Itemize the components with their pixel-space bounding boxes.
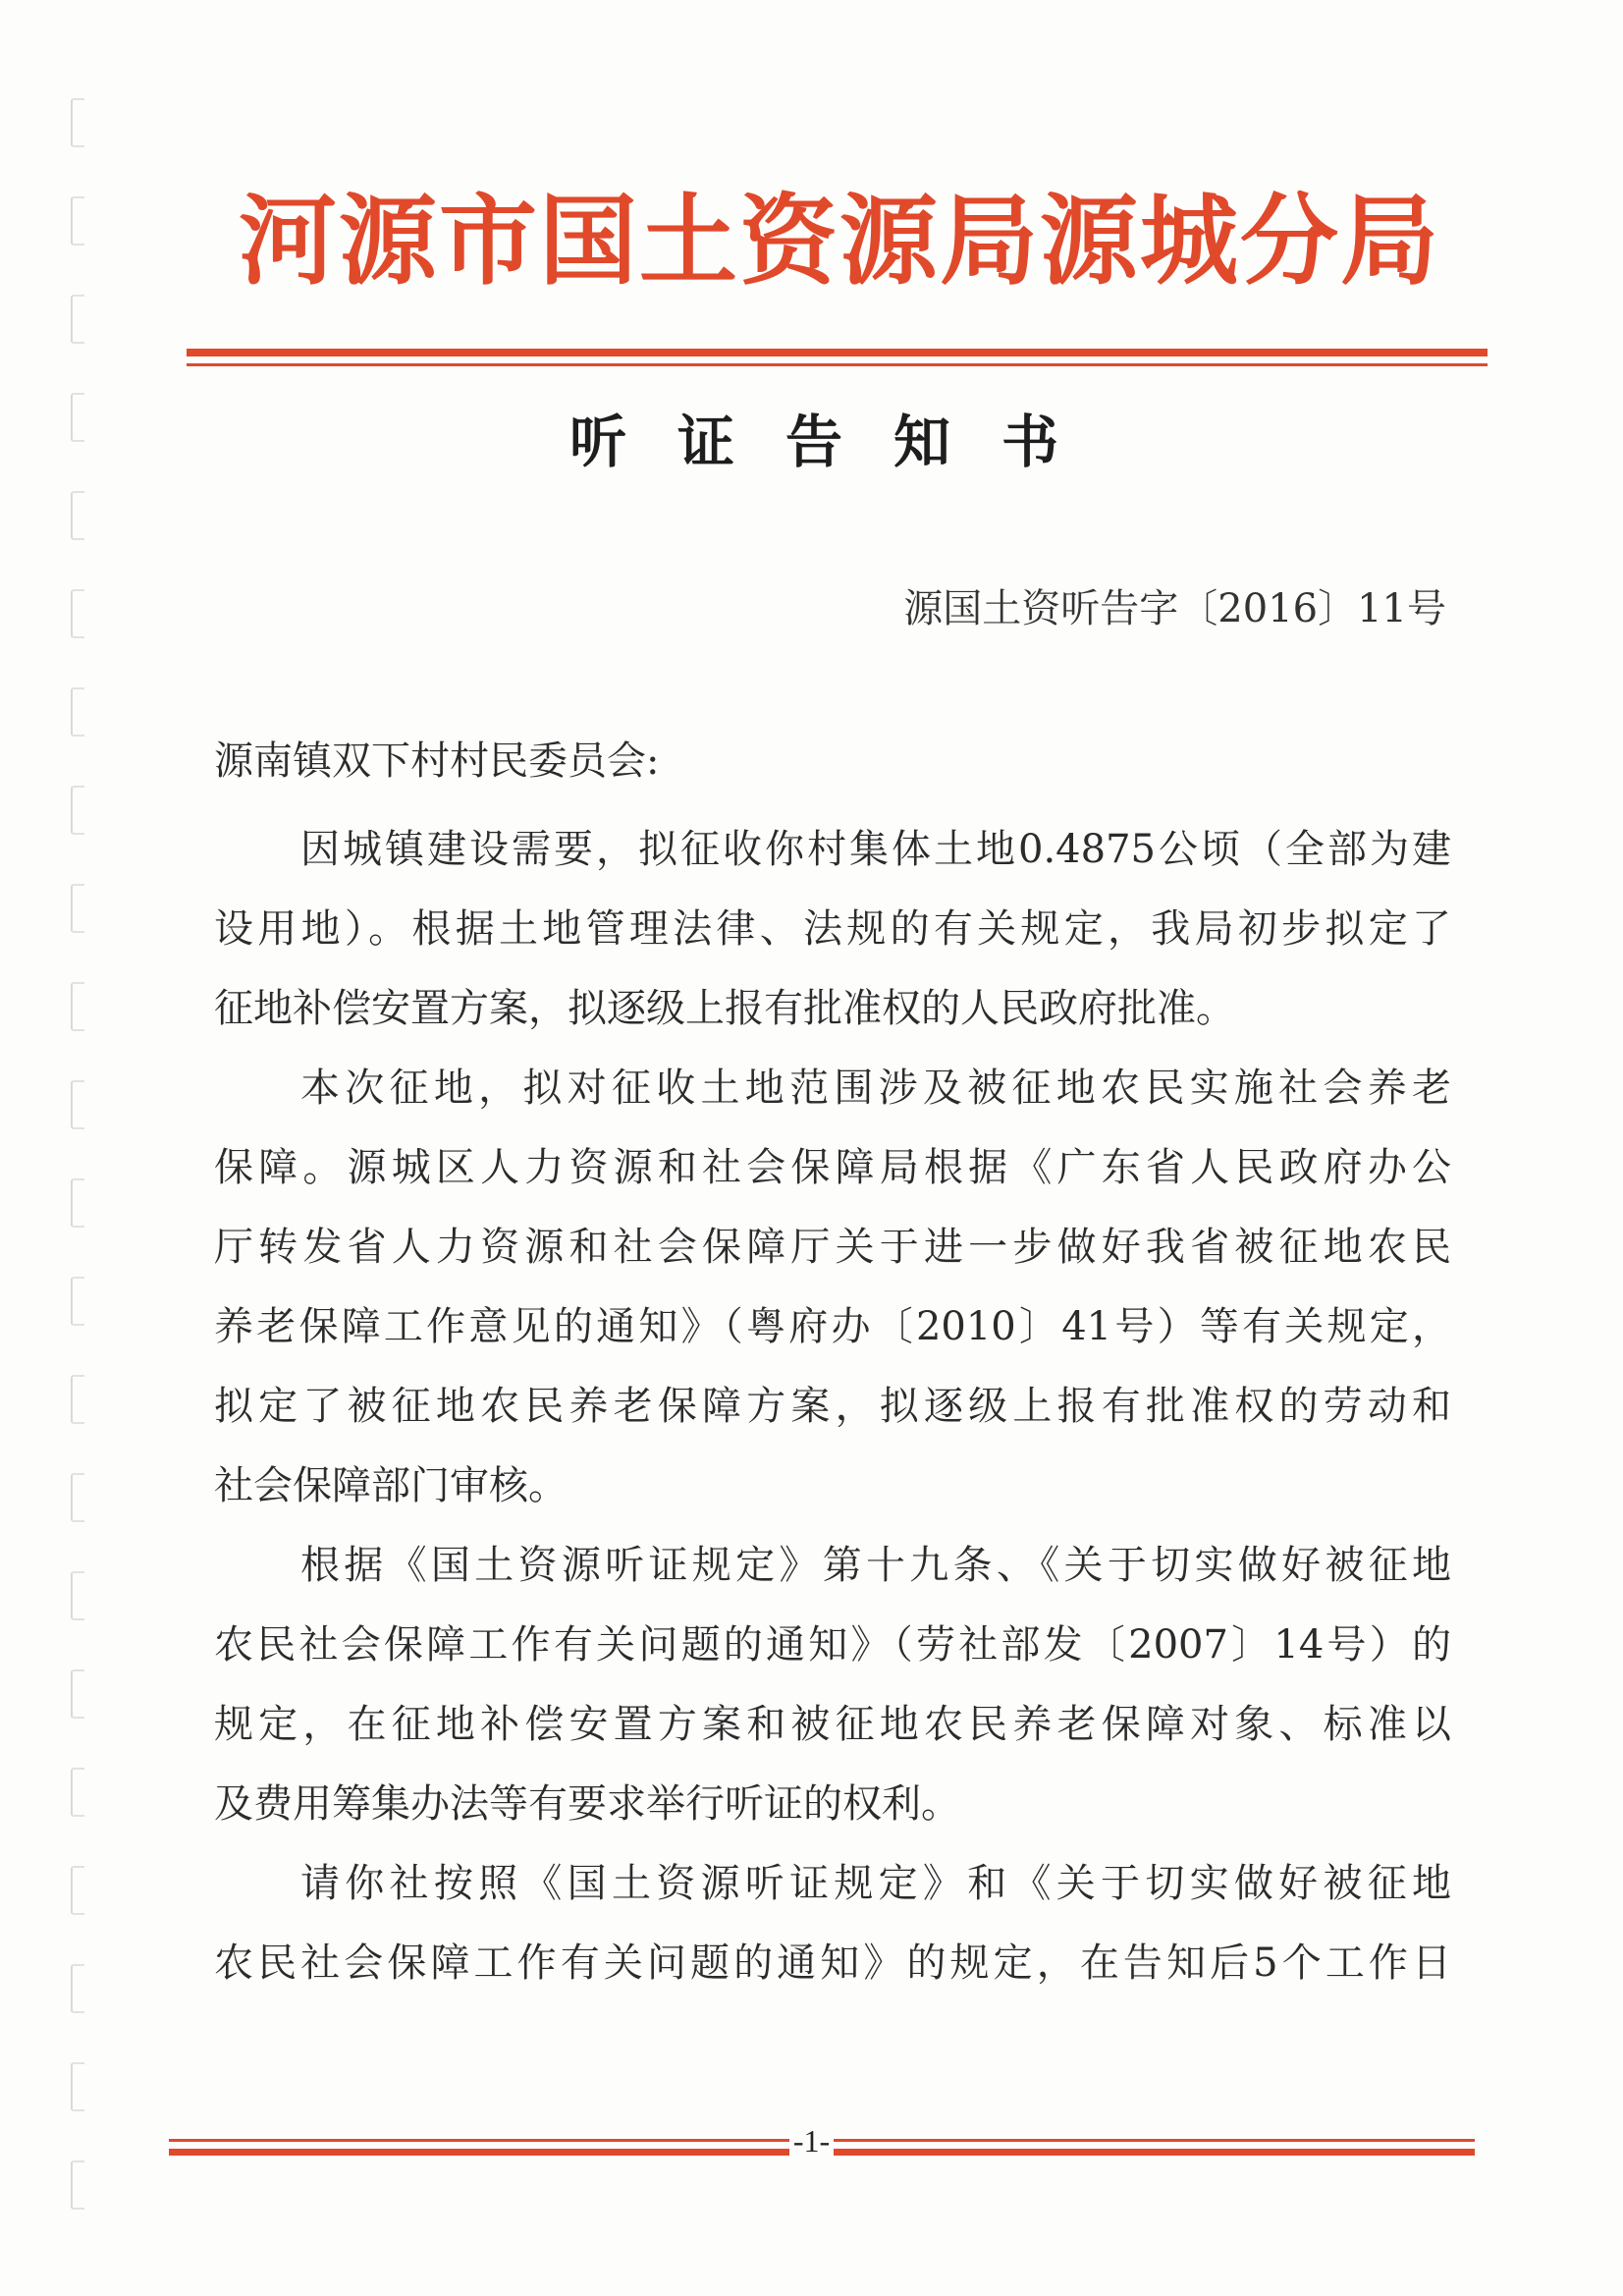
header-red-rule-thin [187,363,1488,366]
binding-mark [71,1178,84,1228]
body-line: 因城镇建设需要，拟征收你村集体土地0.4875公顷（全部为建 [300,827,1451,872]
body-line: 征地补偿安置方案，拟逐级上报有批准权的人民政府批准。 [214,986,1235,1031]
binding-mark [71,1768,84,1817]
body-line: 农民社会保障工作有关问题的通知》的规定，在告知后5个工作日 [214,1941,1451,1986]
binding-mark [71,491,84,540]
page-number: -1- [789,2123,834,2159]
body-line: 本次征地，拟对征收土地范围涉及被征地农民实施社会养老 [300,1066,1451,1111]
binding-mark [71,884,84,933]
binding-mark [71,1473,84,1522]
body-line: 设用地）。根据土地管理法律、法规的有关规定，我局初步拟定了 [214,906,1451,952]
binding-mark [71,589,84,638]
binding-mark [71,1375,84,1424]
binding-mark [71,98,84,147]
body-line: 根据《国土资源听证规定》第十九条、《关于切实做好被征地 [300,1543,1451,1588]
binding-mark [71,1277,84,1326]
binding-hole-marks [71,98,88,2259]
header-red-rule-thick [187,349,1488,356]
binding-mark [71,982,84,1031]
binding-mark [71,295,84,344]
page-number-wrap [0,2121,1623,2160]
letter-body [214,820,1451,2013]
body-line: 规定，在征地补偿安置方案和被征地农民养老保障对象、标准以 [214,1702,1451,1747]
document-title: 听证告知书 [568,409,1109,475]
binding-mark [71,393,84,442]
body-line: 厅转发省人力资源和社会保障厅关于进一步做好我省被征地农民 [214,1225,1451,1270]
binding-mark [71,687,84,737]
body-line: 农民社会保障工作有关问题的通知》（劳社部发〔2007〕14号）的 [214,1622,1451,1667]
binding-mark [71,196,84,246]
binding-mark [71,1964,84,2013]
body-line: 保障。源城区人力资源和社会保障局根据《广东省人民政府办公 [214,1145,1451,1190]
body-line: 拟定了被征地农民养老保障方案，拟逐级上报有批准权的劳动和 [214,1384,1451,1429]
addressee: 源南镇双下村村民委员会: [214,738,660,784]
binding-mark [71,2160,84,2210]
body-line: 社会保障部门审核。 [214,1463,568,1508]
binding-mark [71,1080,84,1129]
body-line: 及费用筹集办法等有要求举行听证的权利。 [214,1781,960,1827]
body-line: 养老保障工作意见的通知》（粤府办〔2010〕41号）等有关规定， [214,1304,1451,1349]
binding-mark [71,786,84,835]
binding-mark [71,1866,84,1915]
binding-mark [71,2062,84,2111]
binding-mark [71,1571,84,1620]
body-line: 请你社按照《国土资源听证规定》和《关于切实做好被征地 [300,1861,1451,1906]
organization-header: 河源市国土资源局源城分局 [239,183,1440,299]
binding-mark [71,1669,84,1719]
document-number: 源国土资听告字〔2016〕11号 [903,586,1446,631]
